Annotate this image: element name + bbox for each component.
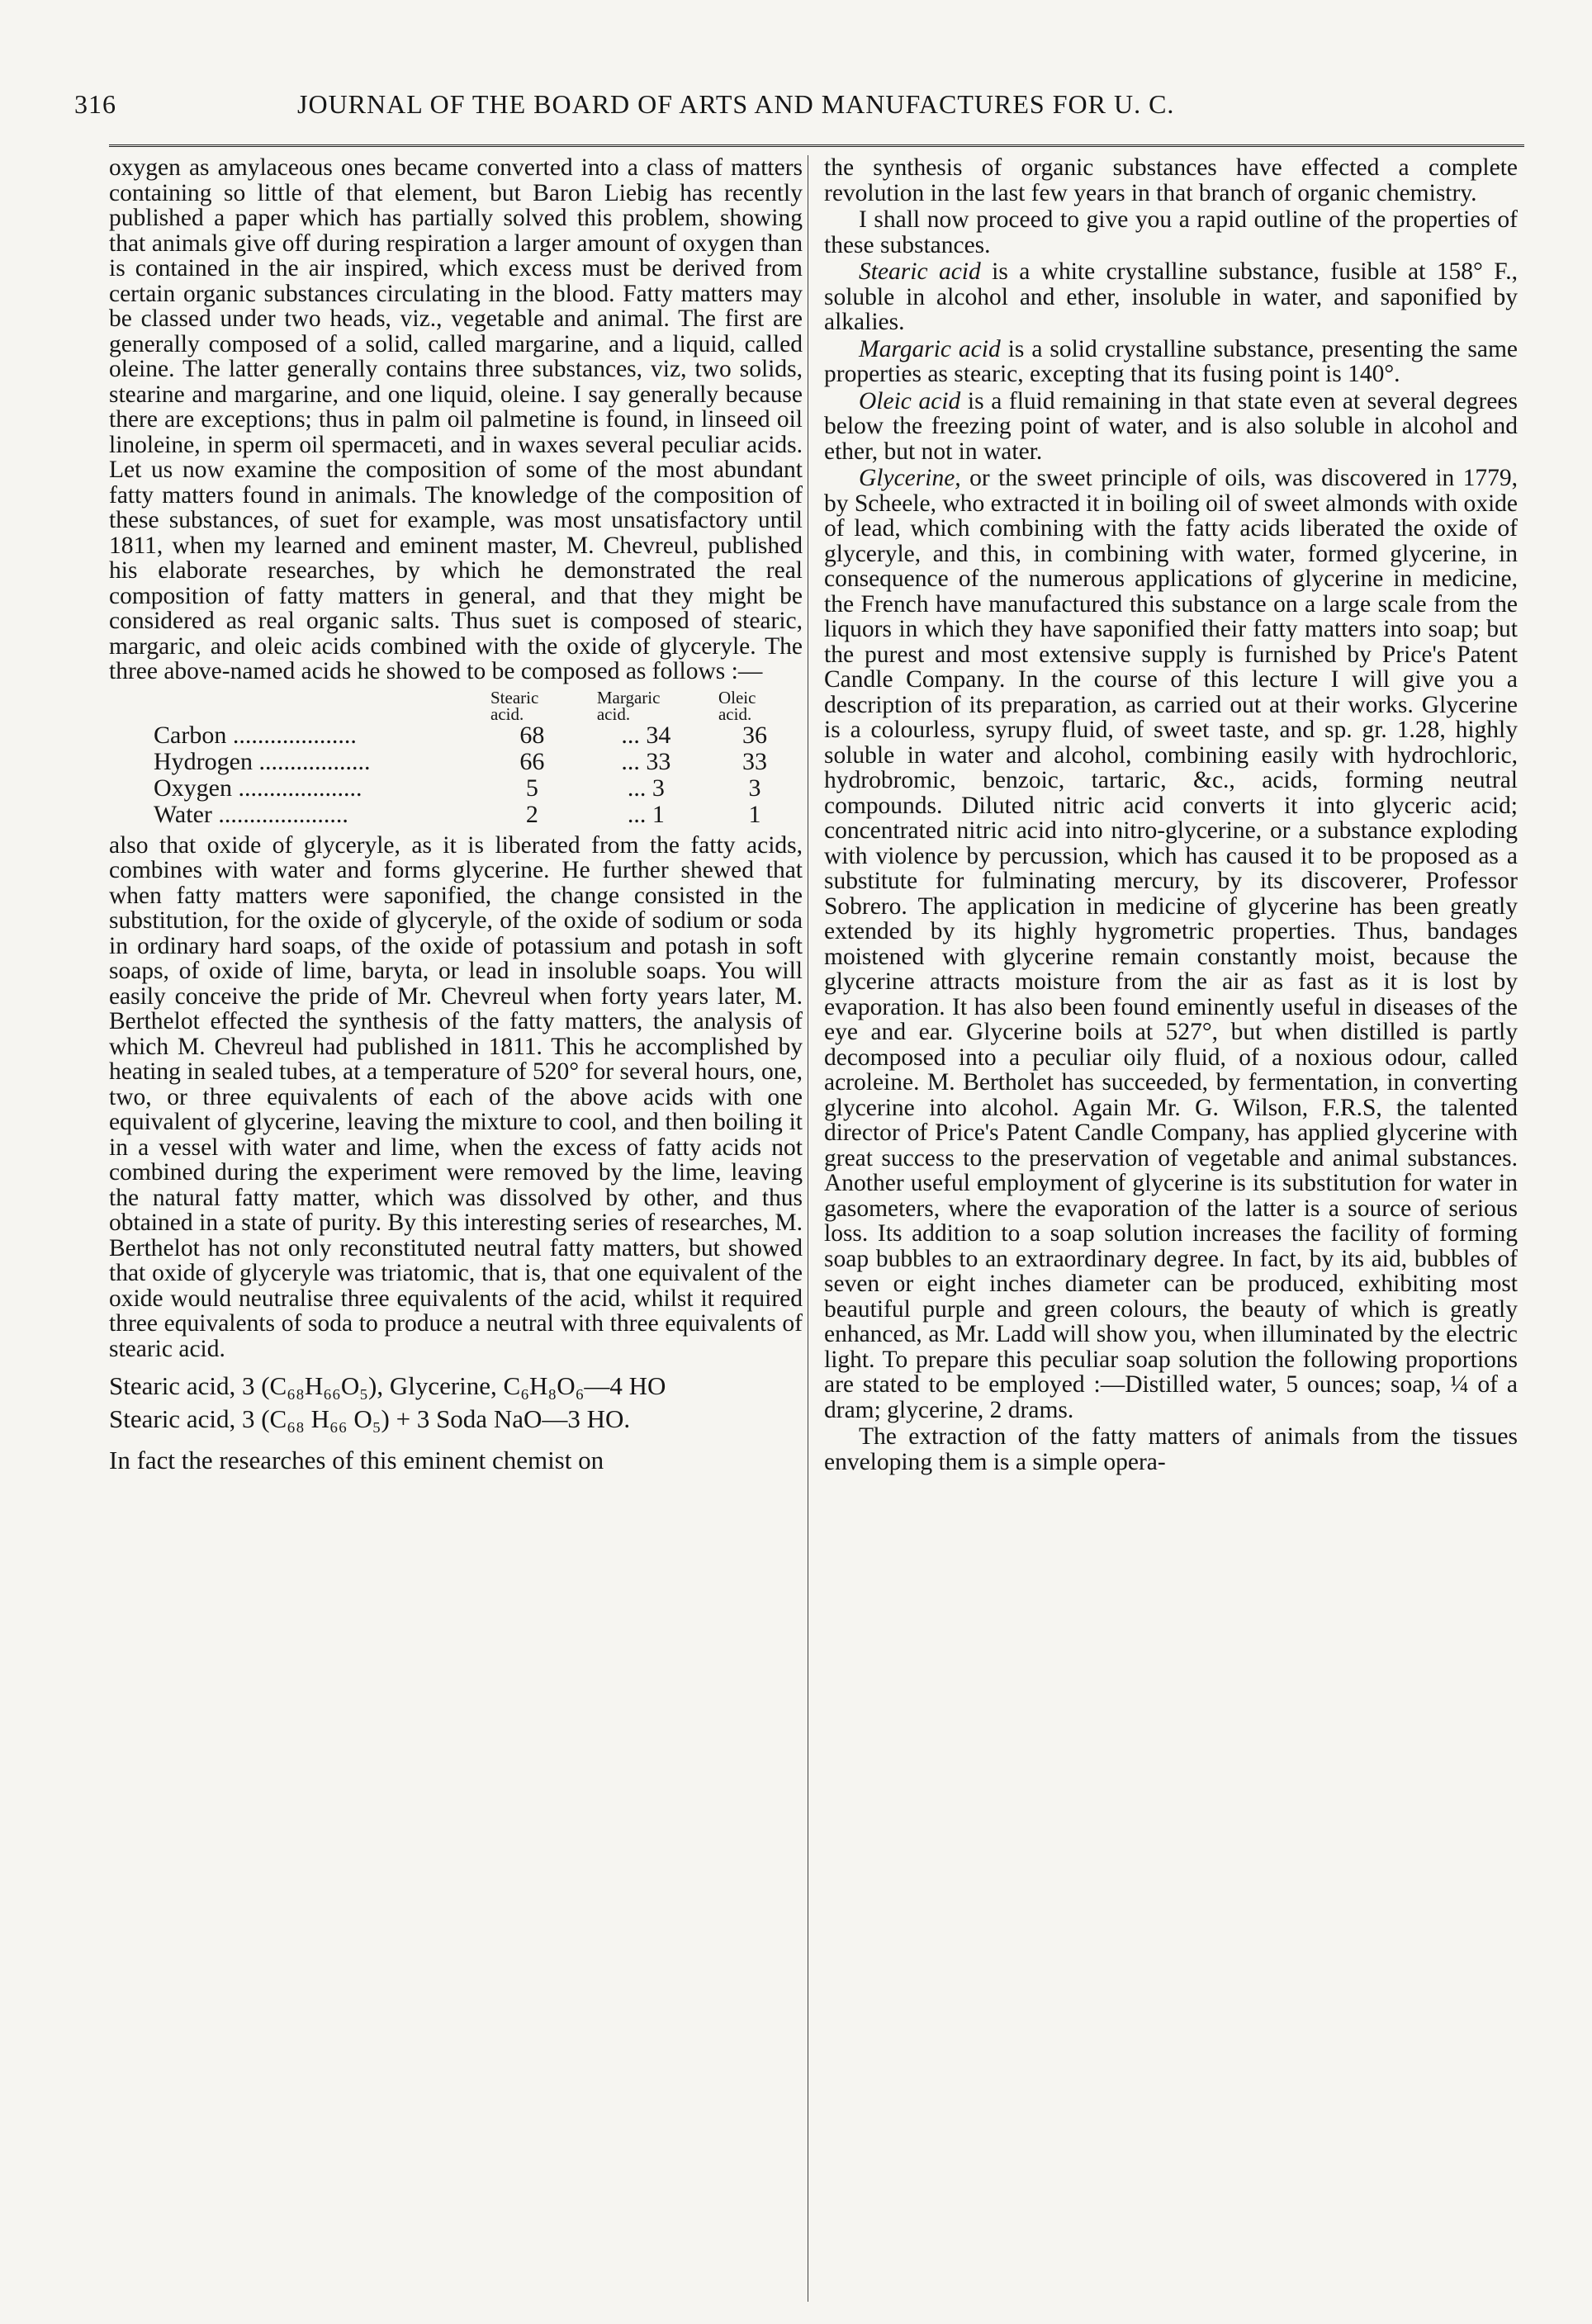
table-cell: ... 33 bbox=[621, 747, 671, 775]
term: Margaric acid bbox=[859, 335, 1001, 362]
table-header-row bbox=[154, 689, 803, 722]
term: Oleic acid bbox=[859, 387, 961, 414]
paragraph: also that oxide of glyceryle, as it is liberated from the fatty acids, combines with water and forms glycerine. He further shewed that when fatty matters were saponified, the change consisted in the substitution, for the oxide of glyceryle, of the oxide of sodium or soda in ordinary hard soaps, of the oxide of potassium and potash in soft soaps, of oxide of lime, baryta, or lead in insoluble soaps. You will easily conceive the pride of Mr. Chevreul when forty years later, M. Berthelot effected the synthesis of the fatty matters, the analysis of which M. Chevreul had published in 1811. This he accomplished by heating in sealed tubes, at a temperature of 520° for several hours, one, two, or three equivalents of each of the above acids with one equivalent of glycerine, leaving the mixture to cool, and then boiling it in a vessel with water and lime, when the excess of fatty acids not combined during the experiment were removed by the lime, leaving the natural fatty matter, which was dissolved by other, and thus obtained in a state of purity. By this interesting series of researches, M. Berthelot has not only reconstituted neutral fatty matters, but showed that oxide of glyceryle was triatomic, that is, that one equivalent of the oxide would neutralise three equivalents of the acid, whilst it required three equivalents of soda to produce a neutral with three equivalents of stearic acid. bbox=[109, 831, 803, 1362]
right-column bbox=[824, 155, 1518, 1476]
table-cell: 68 bbox=[519, 721, 545, 749]
table-header: Oleic acid. bbox=[718, 687, 756, 724]
table-cell: 3 bbox=[748, 774, 761, 802]
paragraph: Stearic acid is a white crystalline substance, fusible at 158° F., soluble in alcohol and ether, insoluble in water, and saponified by alkalies. bbox=[824, 258, 1518, 335]
term: Glycerine, bbox=[859, 465, 961, 491]
paragraph: I shall now proceed to give you a rapid outline of the properties of these substances. bbox=[824, 206, 1518, 258]
table-cell: Hydrogen .................. bbox=[154, 747, 371, 775]
table-cell: 1 bbox=[748, 800, 761, 828]
table-cell: ... 3 bbox=[627, 774, 665, 802]
paragraph: The extraction of the fatty matters of animals from the tissues enveloping them is a simple opera- bbox=[824, 1423, 1518, 1475]
table-cell: Water ..................... bbox=[154, 800, 348, 828]
table-cell: 5 bbox=[525, 774, 538, 802]
table-header: Stearic acid. bbox=[490, 687, 539, 724]
table-cell: 33 bbox=[742, 747, 767, 775]
table-header: Margaric acid. bbox=[596, 687, 661, 724]
table-cell: 36 bbox=[742, 721, 767, 749]
page-number: 316 bbox=[74, 89, 116, 119]
formula: Stearic acid, 3 (C₆₈H₆₆O₅), Glycerine, C₆H₈O₆—4 HO bbox=[109, 1371, 666, 1400]
table-cell: Carbon .................... bbox=[154, 721, 357, 749]
left-column bbox=[109, 155, 803, 1479]
table-cell: ... 1 bbox=[627, 800, 665, 828]
table-row bbox=[154, 775, 803, 802]
running-head: JOURNAL OF THE BOARD OF ARTS AND MANUFACTURES FOR U. C. bbox=[297, 89, 1175, 119]
table-row bbox=[154, 802, 803, 828]
table-cell: Oxygen .................... bbox=[154, 774, 362, 802]
table-row bbox=[154, 749, 803, 775]
table-header bbox=[154, 689, 479, 722]
composition-table bbox=[154, 689, 803, 828]
paragraph: Glycerine, or the sweet principle of oils, was discovered in 1779, by Scheele, who extracted it in boiling oil of sweet almonds with oxide of lead, which combining with the fatty acids liberated the oxide of glyceryle, and this, in combining with water, formed glycerine, in consequence of the numerous applications of glycerine in medicine, the French have manufactured this substance on a large scale from the liquors in which they have saponified their fatty matters into soap; but the purest and most extensive supply is furnished by Price's Patent Candle Company. In the course of this lecture I will give you a description of its preparation, as carried out at their works. Glycerine is a colourless, syrupy fluid, of sweet taste, and sp. gr. 1.28, highly soluble in water and alcohol, combining easily with hydrochloric, hydrobromic, benzoic, tartaric, &c., acids, forming neutral compounds. Diluted nitric acid converts it into glyceric acid; concentrated nitric acid into nitro-glycerine, or a substance exploding with violence by percussion, which has caused it to be proposed as a substitute for fulminating mercury, by its discoverer, Professor Sobrero. The application in medicine of glycerine has been greatly extended by its highly hygrometric properties. Thus, bandages moistened with glycerine remain constantly moist, because the glycerine attracts moisture from the air as fast as it is lost by evaporation. It has also been found eminently useful in diseases of the eye and ear. Glycerine boils at 527°, but when distilled is partly decomposed into a peculiar oily fluid, of a noxious odour, called acroleine. M. Bertholet has succeeded, by fermentation, in converting glycerine into alcohol. Again Mr. G. Wilson, F.R.S, the talented director of Price's Patent Candle Company, has applied glycerine with great success to the preservation of vegetable and animal substances. Another useful employment of glycerine is its substitution for water in gasometers, where the evaporation of the latter is a source of serious loss. Its addition to a soap solution increases the facility of forming soap bubbles to an extraordinary degree. In fact, by its aid, bubbles of seven or eight inches diameter can be produced, exhibiting most beautiful purple and green colours, the beauty of which is greatly enhanced, as Mr. Ladd will show you, when illuminated by the electric light. To prepare this peculiar soap solution the following proportions are stated to be employed :—Distilled water, 5 ounces; soap, ¼ of a dram; glycerine, 2 drams. bbox=[824, 465, 1518, 1423]
paragraph: Margaric acid is a solid crystalline substance, presenting the same properties as stearic, excepting that its fusing point is 140°. bbox=[824, 335, 1518, 387]
paragraph: Oleic acid is a fluid remaining in that state even at several degrees below the freezing point of water, and is also soluble in alcohol and ether, but not in water. bbox=[824, 387, 1518, 465]
table-cell: 66 bbox=[519, 747, 545, 775]
term: Stearic acid bbox=[859, 258, 981, 285]
paragraph: the synthesis of organic substances have effected a complete revolution in the last few years in that branch of organic chemistry. bbox=[824, 154, 1518, 206]
table-cell: 2 bbox=[525, 800, 538, 828]
table-row bbox=[154, 722, 803, 749]
formula: Stearic acid, 3 (C₆₈ H₆₆ O₅) + 3 Soda NaO—3 HO. bbox=[109, 1404, 631, 1433]
table-cell: ... 34 bbox=[621, 721, 671, 749]
paragraph: In fact the researches of this eminent chemist on bbox=[109, 1446, 604, 1474]
paragraph: oxygen as amylaceous ones became converted into a class of matters containing so little of that element, but Baron Liebig has recently published a paper which has partially solved this problem, showing that animals give off during respiration a larger amount of oxygen than is contained in the air inspired, which excess must be derived from certain organic substances circulating in the blood. Fatty matters may be classed under two heads, viz., vegetable and animal. The first are generally composed of a solid, called margarine, and a liquid, called oleine. The latter generally contains three substances, viz, two solids, stearine and margarine, and one liquid, oleine. I say generally because there are exceptions; thus in palm oil palmetine is found, in linseed oil linoleine, in sperm oil spermaceti, and in waxes several peculiar acids. Let us now examine the composition of some of the most abundant fatty matters found in animals. The knowledge of the composition of these substances, of suet for example, was most unsatisfactory until 1811, when my learned and eminent master, M. Chevreul, published his elaborate researches, by which he demonstrated the real composition of fatty matters in general, and that they might be considered as real organic salts. Thus suet is composed of stearic, margaric, and oleic acids combined with the oxide of glyceryle. The three above-named acids he showed to be composed as follows :— bbox=[109, 154, 803, 684]
header-rule bbox=[109, 144, 1524, 150]
